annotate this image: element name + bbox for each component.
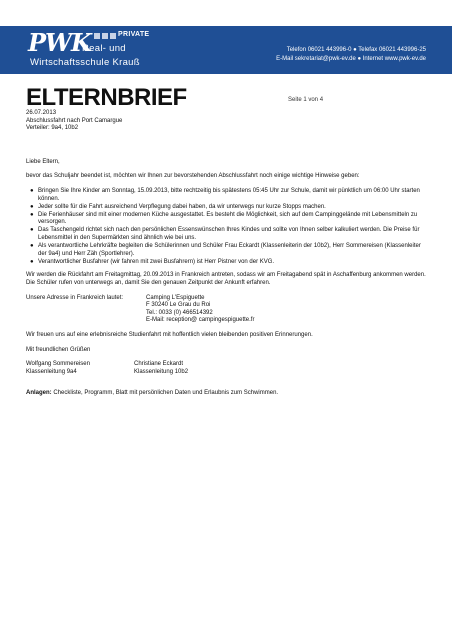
signature-block [26, 361, 426, 376]
address-line: Tel.: 0033 (0) 466514392 [146, 309, 213, 316]
signer-name: Wolfgang Sommereisen [26, 361, 90, 368]
bullet-icon: ● [30, 187, 34, 194]
signer-name: Christiane Eckardt [134, 361, 184, 368]
return-paragraph: Wir werden die Rückfahrt am Freitagmittag, 20.09.2013 in Frankreich antreten, sodass wir am Freitagabend spät in Aschaffenburg ankommen werden. Die Schüler rufen von unterwegs an, damit Sie den genauen Zeitpunkt der Ankunft erfahren. [26, 272, 426, 286]
signature-sommereisen [26, 361, 134, 376]
hint-list [26, 188, 426, 266]
logo-pwk-text: PWK [28, 28, 91, 57]
list-item: ● Verantwortlicher Busfahrer (wir fahren mit zwei Busfahrern) ist Herr Pistner von der KVG. [30, 258, 275, 265]
address-line: Camping L'Espiguette [146, 294, 205, 301]
letter-date: 26.07.2013 [26, 110, 57, 116]
contact-phone: Telefon 06021 443996-0 ● Telefax 06021 443996-25 [286, 47, 426, 53]
letter-distribution: Verteiler: 9a4, 10b2 [26, 125, 79, 132]
letter-body [26, 110, 426, 398]
bullet-icon: ● [30, 227, 34, 234]
signer-role: Klassenleitung 10b2 [134, 368, 189, 375]
logo-squares [94, 33, 116, 39]
document-title: ELTERNBRIEF [26, 84, 187, 111]
meta-block [26, 110, 426, 133]
address-label: Unsere Adresse in Frankreich lautet: [26, 294, 124, 301]
logo-private-text: PRIVATE [118, 31, 150, 38]
bullet-icon: ● [30, 258, 34, 265]
list-item: ● Bringen Sie Ihre Kinder am Sonntag, 15.09.2013, bitte rechtzeitig bis spätestens 05:45 Uhr zur Schule, damit wir pünktlich um 06:00 Uhr starten können. [30, 187, 420, 202]
list-item: ● Als verantwortliche Lehrkräfte begleiten die Schülerinnen und Schüler Frau Eckardt (Klassenleiterin der 10b2), Herr Sommereisen (Klassenleiter der 9a4) und Herr Zäh (Sportlehrer). [30, 243, 421, 257]
address-line: E-Mail: reception@ campingespiguette.fr [146, 317, 255, 324]
closing-wish: Wir freuen uns auf eine erlebnisreiche Studienfahrt mit hoffentlich vielen bleibenden positiven Erinnerungen. [26, 331, 313, 338]
logo-school-name-line1: Real- und [82, 43, 126, 54]
list-item: ● Das Taschengeld richtet sich nach den persönlichen Essenswünschen Ihres Kindes und sollte von Ihnen selber kalkuliert werden. Die Preise für Lebensmittel in den Supermärkten sind ähnlich wie bei uns. [30, 227, 420, 242]
attachments-text: Checkliste, Programm, Blatt mit persönlichen Daten und Erlaubnis zum Schwimmen. [51, 390, 279, 397]
school-logo [26, 26, 154, 74]
contact-email-web: E-Mail sekretariat@pwk-ev.de ● Internet www.pwk-ev.de [276, 56, 426, 62]
logo-school-name-line2: Wirtschaftsschule Krauß [30, 57, 140, 68]
letter-subject: Abschlussfahrt nach Port Camargue [26, 117, 123, 124]
contact-info [276, 46, 426, 64]
regards: Mit freundlichen Grüßen [26, 346, 91, 353]
signature-eckardt [134, 361, 242, 376]
bullet-icon: ● [30, 243, 34, 250]
bullet-icon: ● [30, 211, 34, 218]
page-number: Seite 1 von 4 [288, 97, 324, 103]
address-lines [146, 295, 254, 325]
intro-paragraph: bevor das Schuljahr beendet ist, möchten wir Ihnen zur bevorstehenden Abschlussfahrt noch einige wichtige Hinweise geben: [26, 173, 360, 180]
address-block [26, 295, 426, 325]
attachments [26, 390, 426, 398]
bullet-icon: ● [30, 203, 34, 210]
attachments-label: Anlagen: [26, 390, 52, 397]
list-item: ● Die Ferienhäuser sind mit einer modernen Küche ausgestattet. Es besteht die Möglichkeit, sich auf dem Campinggelände mit Lebensmitteln zu versorgen. [30, 211, 418, 226]
address-line: F 30240 Le Grau du Roi [146, 302, 211, 309]
greeting: Liebe Eltern, [26, 158, 60, 165]
signer-role: Klassenleitung 9a4 [26, 368, 77, 375]
list-item: ● Jeder sollte für die Fahrt ausreichend Verpflegung dabei haben, da wir unterwegs nur kurze Stopps machen. [30, 203, 326, 210]
